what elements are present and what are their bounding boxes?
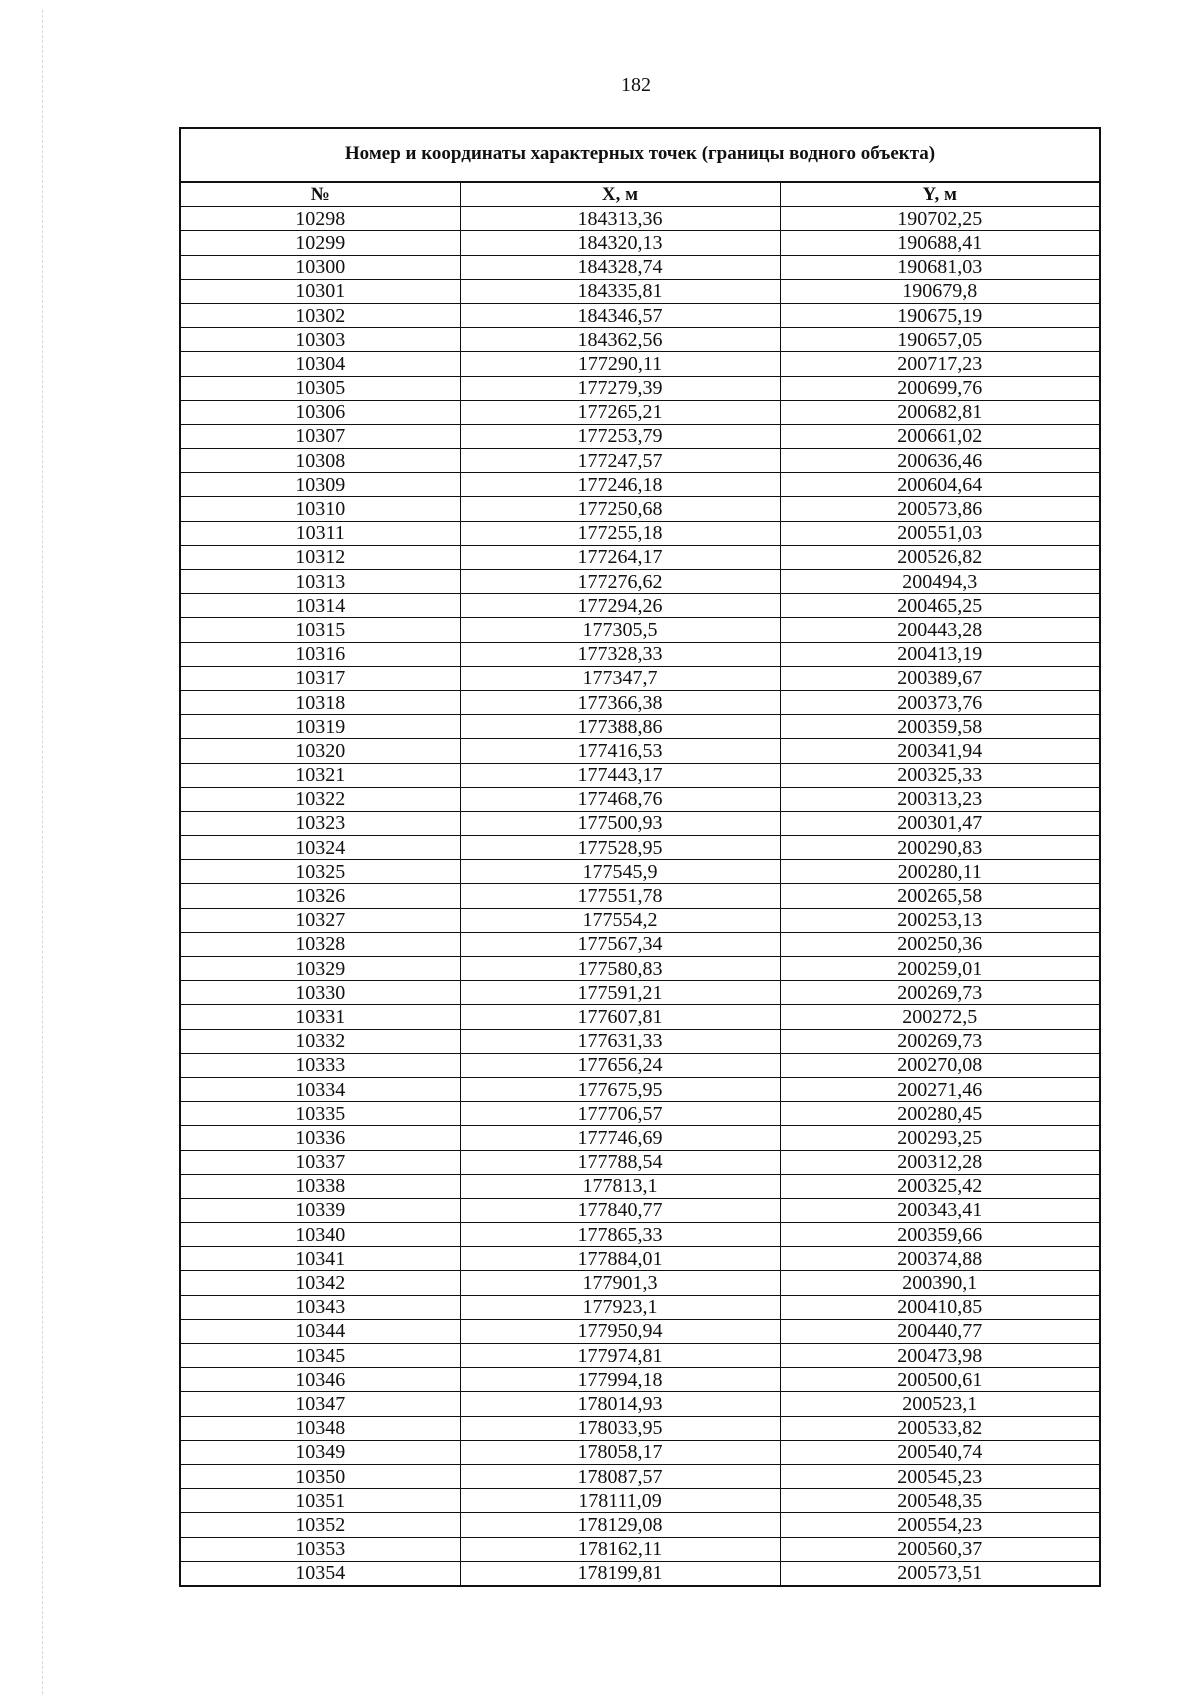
table-row	[181, 836, 1099, 860]
point-number-cell: 10336	[181, 1126, 460, 1150]
x-coordinate-cell: 184320,13	[460, 231, 780, 255]
point-number-cell: 10331	[181, 1005, 460, 1029]
point-number-cell: 10342	[181, 1271, 460, 1295]
y-coordinate-cell: 200269,73	[780, 1029, 1099, 1053]
table-row	[181, 642, 1099, 666]
point-number-cell: 10330	[181, 981, 460, 1005]
table-row	[181, 1513, 1099, 1537]
table-row	[181, 1464, 1099, 1488]
point-number-cell: 10317	[181, 666, 460, 690]
column-header-number: №	[181, 183, 460, 207]
table-row	[181, 739, 1099, 763]
table-row	[181, 1344, 1099, 1368]
x-coordinate-cell: 184346,57	[460, 303, 780, 327]
table-row	[181, 1319, 1099, 1343]
x-coordinate-cell: 178199,81	[460, 1561, 780, 1585]
x-coordinate-cell: 177443,17	[460, 763, 780, 787]
table-body	[181, 207, 1099, 1585]
table-row	[181, 594, 1099, 618]
point-number-cell: 10354	[181, 1561, 460, 1585]
y-coordinate-cell: 190681,03	[780, 255, 1099, 279]
point-number-cell: 10344	[181, 1319, 460, 1343]
y-coordinate-cell: 200473,98	[780, 1344, 1099, 1368]
point-number-cell: 10328	[181, 932, 460, 956]
y-coordinate-cell: 200265,58	[780, 884, 1099, 908]
y-coordinate-cell: 190688,41	[780, 231, 1099, 255]
x-coordinate-cell: 184328,74	[460, 255, 780, 279]
point-number-cell: 10339	[181, 1198, 460, 1222]
x-coordinate-cell: 177247,57	[460, 449, 780, 473]
point-number-cell: 10334	[181, 1077, 460, 1101]
x-coordinate-cell: 177923,1	[460, 1295, 780, 1319]
table-row	[181, 1223, 1099, 1247]
x-coordinate-cell: 178162,11	[460, 1537, 780, 1561]
y-coordinate-cell: 200250,36	[780, 932, 1099, 956]
y-coordinate-cell: 200699,76	[780, 376, 1099, 400]
table-row	[181, 424, 1099, 448]
x-coordinate-cell: 177865,33	[460, 1223, 780, 1247]
point-number-cell: 10313	[181, 570, 460, 594]
y-coordinate-cell: 200269,73	[780, 981, 1099, 1005]
table-row	[181, 715, 1099, 739]
x-coordinate-cell: 178033,95	[460, 1416, 780, 1440]
table-row	[181, 1102, 1099, 1126]
x-coordinate-cell: 177276,62	[460, 570, 780, 594]
point-number-cell: 10327	[181, 908, 460, 932]
table-row	[181, 1537, 1099, 1561]
y-coordinate-cell: 200270,08	[780, 1053, 1099, 1077]
x-coordinate-cell: 177264,17	[460, 545, 780, 569]
table-row	[181, 1174, 1099, 1198]
point-number-cell: 10326	[181, 884, 460, 908]
x-coordinate-cell: 177675,95	[460, 1077, 780, 1101]
point-number-cell: 10318	[181, 690, 460, 714]
y-coordinate-cell: 200573,86	[780, 497, 1099, 521]
x-coordinate-cell: 177706,57	[460, 1102, 780, 1126]
table-row	[181, 449, 1099, 473]
table-row	[181, 908, 1099, 932]
table-row	[181, 207, 1099, 231]
y-coordinate-cell: 200540,74	[780, 1440, 1099, 1464]
y-coordinate-cell: 200373,76	[780, 690, 1099, 714]
table-row	[181, 521, 1099, 545]
point-number-cell: 10323	[181, 811, 460, 835]
y-coordinate-cell: 200374,88	[780, 1247, 1099, 1271]
point-number-cell: 10298	[181, 207, 460, 231]
table-row	[181, 376, 1099, 400]
y-coordinate-cell: 200301,47	[780, 811, 1099, 835]
point-number-cell: 10308	[181, 449, 460, 473]
table-row	[181, 400, 1099, 424]
y-coordinate-cell: 200661,02	[780, 424, 1099, 448]
point-number-cell: 10349	[181, 1440, 460, 1464]
y-coordinate-cell: 200325,33	[780, 763, 1099, 787]
y-coordinate-cell: 200390,1	[780, 1271, 1099, 1295]
table-row	[181, 1077, 1099, 1101]
point-number-cell: 10304	[181, 352, 460, 376]
table-row	[181, 231, 1099, 255]
table-row	[181, 811, 1099, 835]
point-number-cell: 10310	[181, 497, 460, 521]
table-row	[181, 279, 1099, 303]
point-number-cell: 10348	[181, 1416, 460, 1440]
y-coordinate-cell: 200272,5	[780, 1005, 1099, 1029]
scan-margin-line	[42, 10, 43, 1694]
coordinates-table-frame	[179, 127, 1101, 1587]
point-number-cell: 10315	[181, 618, 460, 642]
point-number-cell: 10332	[181, 1029, 460, 1053]
point-number-cell: 10322	[181, 787, 460, 811]
table-row	[181, 497, 1099, 521]
y-coordinate-cell: 190675,19	[780, 303, 1099, 327]
point-number-cell: 10321	[181, 763, 460, 787]
x-coordinate-cell: 177901,3	[460, 1271, 780, 1295]
table-row	[181, 1150, 1099, 1174]
point-number-cell: 10307	[181, 424, 460, 448]
column-header-y: Y, м	[780, 183, 1099, 207]
point-number-cell: 10343	[181, 1295, 460, 1319]
point-number-cell: 10335	[181, 1102, 460, 1126]
point-number-cell: 10312	[181, 545, 460, 569]
y-coordinate-cell: 200526,82	[780, 545, 1099, 569]
table-title: Номер и координаты характерных точек (границы водного объекта)	[181, 129, 1099, 183]
table-row	[181, 666, 1099, 690]
x-coordinate-cell: 177545,9	[460, 860, 780, 884]
x-coordinate-cell: 177580,83	[460, 957, 780, 981]
y-coordinate-cell: 200343,41	[780, 1198, 1099, 1222]
table-row	[181, 1271, 1099, 1295]
y-coordinate-cell: 200341,94	[780, 739, 1099, 763]
point-number-cell: 10305	[181, 376, 460, 400]
point-number-cell: 10340	[181, 1223, 460, 1247]
x-coordinate-cell: 177950,94	[460, 1319, 780, 1343]
point-number-cell: 10319	[181, 715, 460, 739]
x-coordinate-cell: 178087,57	[460, 1464, 780, 1488]
point-number-cell: 10324	[181, 836, 460, 860]
table-row	[181, 860, 1099, 884]
x-coordinate-cell: 177253,79	[460, 424, 780, 448]
x-coordinate-cell: 184335,81	[460, 279, 780, 303]
x-coordinate-cell: 177294,26	[460, 594, 780, 618]
table-row	[181, 1198, 1099, 1222]
y-coordinate-cell: 200440,77	[780, 1319, 1099, 1343]
column-header-x: X, м	[460, 183, 780, 207]
point-number-cell: 10320	[181, 739, 460, 763]
y-coordinate-cell: 200443,28	[780, 618, 1099, 642]
y-coordinate-cell: 200465,25	[780, 594, 1099, 618]
x-coordinate-cell: 177974,81	[460, 1344, 780, 1368]
point-number-cell: 10329	[181, 957, 460, 981]
x-coordinate-cell: 177554,2	[460, 908, 780, 932]
table-row	[181, 1440, 1099, 1464]
y-coordinate-cell: 190657,05	[780, 328, 1099, 352]
y-coordinate-cell: 200259,01	[780, 957, 1099, 981]
table-header-row	[181, 183, 1099, 207]
point-number-cell: 10306	[181, 400, 460, 424]
y-coordinate-cell: 200359,66	[780, 1223, 1099, 1247]
y-coordinate-cell: 200389,67	[780, 666, 1099, 690]
point-number-cell: 10351	[181, 1489, 460, 1513]
y-coordinate-cell: 190679,8	[780, 279, 1099, 303]
point-number-cell: 10300	[181, 255, 460, 279]
point-number-cell: 10338	[181, 1174, 460, 1198]
x-coordinate-cell: 177388,86	[460, 715, 780, 739]
y-coordinate-cell: 200573,51	[897, 1562, 983, 1585]
x-coordinate-cell: 177528,95	[460, 836, 780, 860]
y-coordinate-cell: 200312,28	[780, 1150, 1099, 1174]
point-number-cell: 10350	[181, 1464, 460, 1488]
y-coordinate-cell: 200636,46	[780, 449, 1099, 473]
y-coordinate-cell: 200253,13	[780, 908, 1099, 932]
x-coordinate-cell: 184362,56	[460, 328, 780, 352]
table-row	[181, 787, 1099, 811]
x-coordinate-cell: 178129,08	[460, 1513, 780, 1537]
table-row	[181, 884, 1099, 908]
point-number-cell: 10347	[181, 1392, 460, 1416]
y-coordinate-cell: 200313,23	[780, 787, 1099, 811]
y-coordinate-cell: 200551,03	[780, 521, 1099, 545]
x-coordinate-cell: 177255,18	[460, 521, 780, 545]
y-coordinate-cell: 200325,42	[780, 1174, 1099, 1198]
y-coordinate-cell: 190702,25	[780, 207, 1099, 231]
y-coordinate-cell: 200359,58	[780, 715, 1099, 739]
table-row	[181, 932, 1099, 956]
y-coordinate-cell: 200533,82	[780, 1416, 1099, 1440]
table-row	[181, 570, 1099, 594]
table-row	[181, 1561, 1099, 1585]
y-coordinate-cell: 200554,23	[780, 1513, 1099, 1537]
table-row	[181, 1247, 1099, 1271]
point-number-cell: 10316	[181, 642, 460, 666]
table-row	[181, 473, 1099, 497]
x-coordinate-cell: 177813,1	[460, 1174, 780, 1198]
point-number-cell: 10303	[181, 328, 460, 352]
x-coordinate-cell: 177567,34	[460, 932, 780, 956]
y-coordinate-cell: 200290,83	[780, 836, 1099, 860]
x-coordinate-cell: 177607,81	[460, 1005, 780, 1029]
x-coordinate-cell: 178014,93	[460, 1392, 780, 1416]
point-number-cell: 10314	[181, 594, 460, 618]
table-row	[181, 352, 1099, 376]
table-row	[181, 1368, 1099, 1392]
y-coordinate-cell: 200280,11	[780, 860, 1099, 884]
y-coordinate-cell: 200494,3	[780, 570, 1099, 594]
point-number-cell: 10341	[181, 1247, 460, 1271]
y-coordinate-cell: 200523,1	[780, 1392, 1099, 1416]
point-number-cell: 10301	[181, 279, 460, 303]
coordinates-table	[181, 183, 1099, 1585]
table-row	[181, 1416, 1099, 1440]
point-number-cell: 10346	[181, 1368, 460, 1392]
table-row	[181, 981, 1099, 1005]
y-coordinate-cell: 200604,64	[780, 473, 1099, 497]
x-coordinate-cell: 177591,21	[460, 981, 780, 1005]
y-coordinate-cell: 200271,46	[780, 1077, 1099, 1101]
x-coordinate-cell: 177416,53	[460, 739, 780, 763]
point-number-cell: 10299	[181, 231, 460, 255]
point-number-cell: 10302	[181, 303, 460, 327]
x-coordinate-cell: 177884,01	[460, 1247, 780, 1271]
table-row	[181, 303, 1099, 327]
table-row	[181, 1489, 1099, 1513]
table-row	[181, 1053, 1099, 1077]
table-row	[181, 690, 1099, 714]
point-number-cell: 10345	[181, 1344, 460, 1368]
x-coordinate-cell: 177551,78	[460, 884, 780, 908]
x-coordinate-cell: 177265,21	[460, 400, 780, 424]
y-coordinate-cell: 200410,85	[780, 1295, 1099, 1319]
y-coordinate-cell: 200545,23	[780, 1464, 1099, 1488]
x-coordinate-cell: 177279,39	[460, 376, 780, 400]
table-row	[181, 1005, 1099, 1029]
point-number-cell: 10311	[181, 521, 460, 545]
x-coordinate-cell: 177840,77	[460, 1198, 780, 1222]
x-coordinate-cell: 177788,54	[460, 1150, 780, 1174]
x-coordinate-cell: 177305,5	[460, 618, 780, 642]
point-number-cell: 10337	[181, 1150, 460, 1174]
point-number-cell: 10309	[181, 473, 460, 497]
y-coordinate-cell: 200413,19	[780, 642, 1099, 666]
y-coordinate-cell: 200500,61	[780, 1368, 1099, 1392]
y-coordinate-cell: 200280,45	[780, 1102, 1099, 1126]
x-coordinate-cell: 177366,38	[460, 690, 780, 714]
x-coordinate-cell: 177656,24	[460, 1053, 780, 1077]
point-number-cell: 10333	[181, 1053, 460, 1077]
table-row	[181, 1126, 1099, 1150]
x-coordinate-cell: 177290,11	[460, 352, 780, 376]
point-number-cell: 10352	[181, 1513, 460, 1537]
table-row	[181, 1029, 1099, 1053]
point-number-cell: 10353	[181, 1537, 460, 1561]
x-coordinate-cell: 177631,33	[460, 1029, 780, 1053]
y-coordinate-cell: 200682,81	[780, 400, 1099, 424]
x-coordinate-cell: 178058,17	[460, 1440, 780, 1464]
table-row	[181, 545, 1099, 569]
x-coordinate-cell: 177250,68	[460, 497, 780, 521]
x-coordinate-cell: 177347,7	[460, 666, 780, 690]
table-row	[181, 957, 1099, 981]
table-row	[181, 1295, 1099, 1319]
x-coordinate-cell: 177994,18	[460, 1368, 780, 1392]
page-number: 182	[621, 74, 651, 96]
y-coordinate-cell: 200293,25	[780, 1126, 1099, 1150]
table-row	[181, 618, 1099, 642]
y-coordinate-cell: 200717,23	[780, 352, 1099, 376]
x-coordinate-cell: 177328,33	[460, 642, 780, 666]
y-coordinate-cell: 200548,35	[780, 1489, 1099, 1513]
y-coordinate-cell: 200560,37	[780, 1537, 1099, 1561]
table-row	[181, 255, 1099, 279]
table-row	[181, 1392, 1099, 1416]
x-coordinate-cell: 184313,36	[460, 207, 780, 231]
table-row	[181, 328, 1099, 352]
x-coordinate-cell: 177468,76	[460, 787, 780, 811]
x-coordinate-cell: 177746,69	[460, 1126, 780, 1150]
x-coordinate-cell: 177246,18	[460, 473, 780, 497]
table-row	[181, 763, 1099, 787]
x-coordinate-cell: 178111,09	[460, 1489, 780, 1513]
point-number-cell: 10325	[181, 860, 460, 884]
x-coordinate-cell: 177500,93	[460, 811, 780, 835]
